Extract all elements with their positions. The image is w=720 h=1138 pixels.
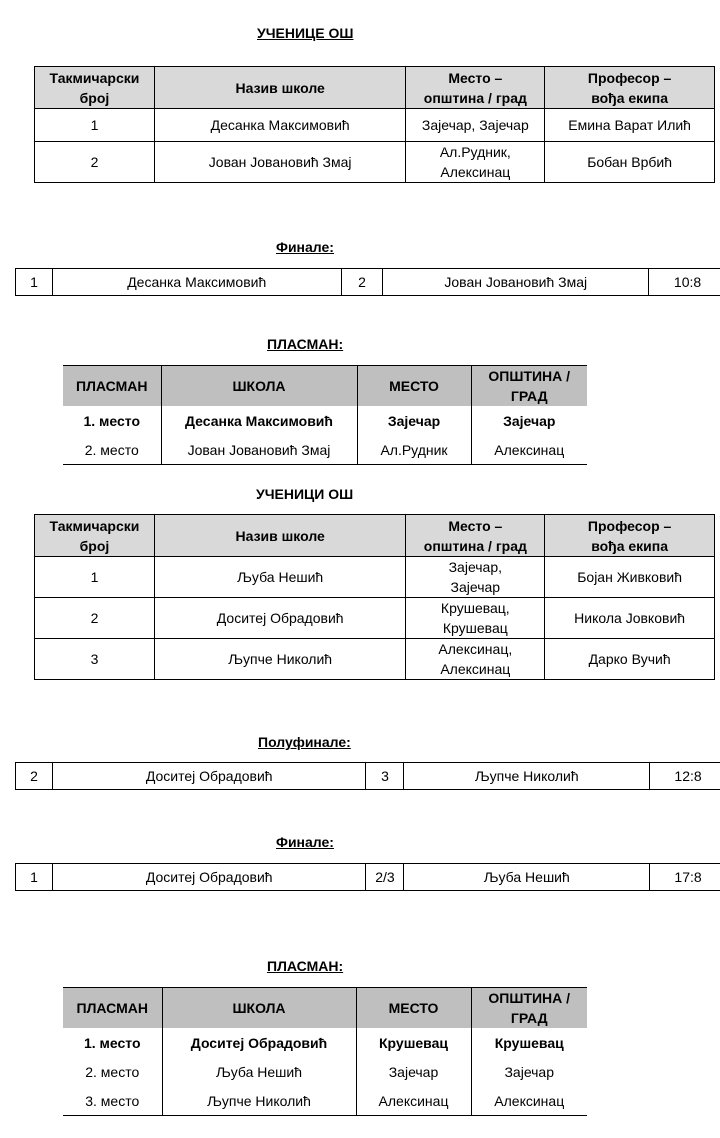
- header-place: МЕСТО: [357, 366, 471, 407]
- boys-placement-table: [63, 987, 587, 1116]
- table-row: [35, 598, 715, 639]
- header-school: ШКОЛА: [161, 366, 357, 407]
- cell-rank: 2. место: [85, 1063, 140, 1080]
- cell-teacher: Бојан Живковић: [545, 557, 715, 598]
- team-b-school: Љуба Нешић: [404, 864, 650, 891]
- match-row: [16, 763, 720, 790]
- table-row: [63, 1028, 587, 1057]
- team-a-school: Доситеј Обрадовић: [52, 864, 366, 891]
- cell-number: 2: [35, 598, 155, 639]
- cell-school: Љуба Нешић: [154, 557, 405, 598]
- table-row: [35, 109, 715, 142]
- cell-place: Зајечар, Зајечар: [406, 557, 545, 598]
- cell-school: Јован Јовановић Змај: [161, 435, 357, 465]
- table-header-row: [63, 988, 587, 1029]
- header-teacher: Професор – вођа екипа: [545, 515, 715, 557]
- table-header-row: [35, 67, 715, 109]
- table-row: [63, 1086, 587, 1116]
- cell-teacher: Никола Јовковић: [545, 598, 715, 639]
- cell-municipality: Зајечар: [471, 1057, 587, 1086]
- girls-placement-title: ПЛАСМАН:: [267, 336, 344, 352]
- header-school-name: Назив школе: [154, 515, 405, 557]
- match-row: [16, 269, 720, 296]
- cell-school: Јован Јовановић Змај: [154, 142, 406, 183]
- boys-section-title: УЧЕНИЦИ ОШ: [256, 486, 354, 502]
- cell-school: Десанка Максимовић: [154, 109, 406, 142]
- table-row: [63, 1057, 587, 1086]
- header-rank: ПЛАСМАН: [63, 988, 162, 1029]
- cell-place: Зајечар: [357, 406, 471, 435]
- girls-registration-table: [34, 66, 715, 183]
- table-row: [35, 142, 715, 183]
- girls-final-match: [15, 268, 720, 296]
- match-row: [16, 864, 720, 891]
- team-b-number: 2/3: [366, 864, 404, 891]
- header-competition-number: Такмичарски број: [35, 515, 155, 557]
- header-teacher: Професор – вођа екипа: [545, 67, 715, 109]
- cell-place: Крушевац: [356, 1028, 471, 1057]
- cell-teacher: Емина Варат Илић: [545, 109, 715, 142]
- girls-final-title: Финале:: [276, 239, 334, 255]
- cell-number: 2: [35, 142, 155, 183]
- match-score: 10:8: [649, 269, 720, 296]
- cell-rank: 3. место: [85, 1092, 140, 1109]
- team-a-number: 2: [16, 763, 53, 790]
- cell-place: Ал.Рудник, Алексинац: [406, 142, 545, 183]
- cell-place: Алексинац: [356, 1086, 471, 1116]
- cell-school: Доситеј Обрадовић: [162, 1028, 356, 1057]
- table-header-row: [35, 515, 715, 557]
- cell-number: 1: [35, 109, 155, 142]
- team-b-number: 2: [341, 269, 383, 296]
- cell-rank: 1. место: [83, 1034, 141, 1051]
- cell-number: 1: [35, 557, 155, 598]
- boys-semifinal-match: [15, 762, 720, 790]
- header-rank: ПЛАСМАН: [63, 366, 161, 407]
- header-school-name: Назив школе: [154, 67, 406, 109]
- boys-placement-title: ПЛАСМАН:: [267, 958, 344, 974]
- cell-school: Десанка Максимовић: [161, 406, 357, 435]
- table-row: [63, 435, 587, 465]
- girls-placement-table: [63, 365, 587, 465]
- cell-municipality: Алексинац: [471, 1086, 587, 1116]
- header-municipality: ОПШТИНА / ГРАД: [471, 988, 587, 1029]
- cell-school: Љупче Николић: [162, 1086, 356, 1116]
- cell-teacher: Дарко Вучић: [545, 639, 715, 680]
- boys-final-title: Финале:: [276, 834, 334, 850]
- cell-teacher: Бобан Врбић: [545, 142, 715, 183]
- table-header-row: [63, 366, 587, 407]
- cell-municipality: Крушевац: [471, 1028, 587, 1057]
- header-place: МЕСТО: [356, 988, 471, 1029]
- match-score: 12:8: [650, 763, 720, 790]
- team-a-school: Десанка Максимовић: [52, 269, 341, 296]
- match-score: 17:8: [650, 864, 720, 891]
- team-a-number: 1: [16, 269, 53, 296]
- cell-number: 3: [35, 639, 155, 680]
- cell-place: Зајечар: [356, 1057, 471, 1086]
- team-b-school: Љупче Николић: [404, 763, 650, 790]
- boys-semifinal-title: Полуфинале:: [258, 734, 351, 750]
- team-b-number: 3: [366, 763, 404, 790]
- cell-rank: 1. место: [83, 412, 141, 429]
- header-municipality: ОПШТИНА / ГРАД: [471, 366, 587, 407]
- cell-place: Зајечар, Зајечар: [406, 109, 545, 142]
- table-row: [35, 639, 715, 680]
- table-row: [35, 557, 715, 598]
- cell-municipality: Алексинац: [471, 435, 587, 465]
- boys-final-match: [15, 863, 720, 891]
- header-competition-number: Такмичарски број: [35, 67, 155, 109]
- table-row: [63, 406, 587, 435]
- cell-rank: 2. место: [84, 441, 139, 458]
- cell-municipality: Зајечар: [471, 406, 587, 435]
- team-a-number: 1: [16, 864, 53, 891]
- cell-place: Ал.Рудник: [357, 435, 471, 465]
- cell-school: Љупче Николић: [154, 639, 405, 680]
- cell-place: Крушевац, Крушевац: [406, 598, 545, 639]
- cell-school: Љуба Нешић: [162, 1057, 356, 1086]
- boys-registration-table: [34, 514, 715, 680]
- header-place: Место – општина / град: [406, 515, 545, 557]
- team-a-school: Доситеј Обрадовић: [52, 763, 366, 790]
- girls-section-title: УЧЕНИЦЕ ОШ: [257, 25, 354, 41]
- cell-school: Доситеј Обрадовић: [154, 598, 405, 639]
- cell-place: Алексинац, Алексинац: [406, 639, 545, 680]
- header-place: Место – општина / град: [406, 67, 545, 109]
- header-school: ШКОЛА: [162, 988, 356, 1029]
- team-b-school: Јован Јовановић Змај: [383, 269, 649, 296]
